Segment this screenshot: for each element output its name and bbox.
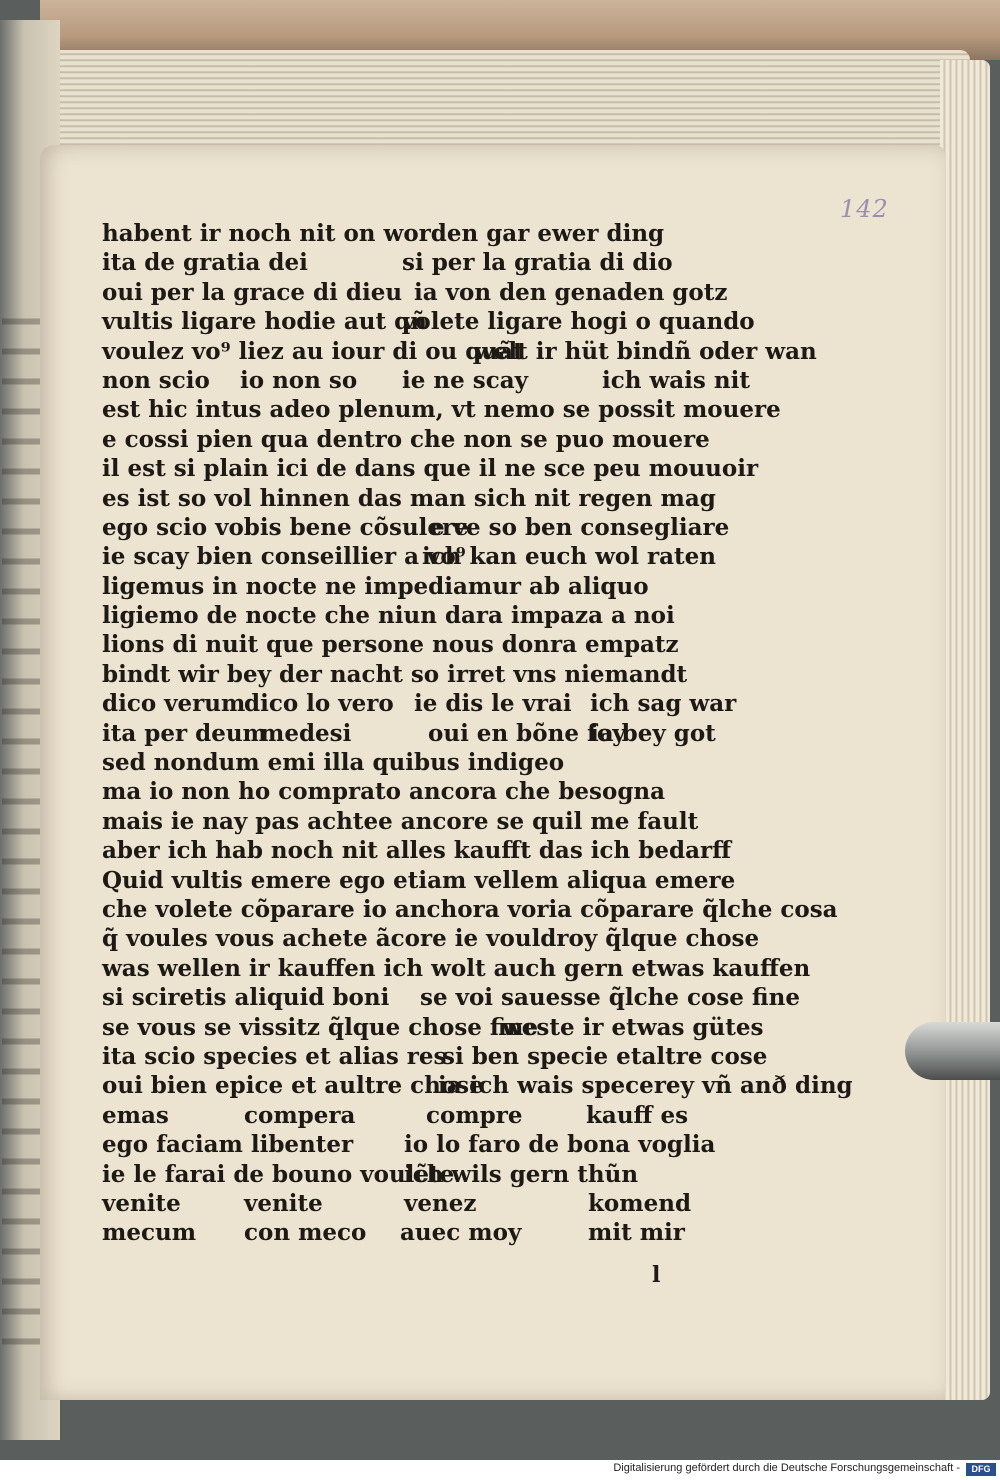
text-segment: e ve so ben consegliare bbox=[430, 513, 730, 541]
text-segment: il est si plain ici de dans que il ne sce peu mouuoir bbox=[102, 455, 759, 483]
text-segment: non scio bbox=[102, 366, 210, 394]
text-segment: ich kan euch wol raten bbox=[422, 543, 717, 571]
text-line bbox=[102, 661, 822, 690]
text-segment: q̃ voules vous achete ãcore ie vouldroy q̃lque chose bbox=[102, 925, 760, 953]
text-segment: kauff es bbox=[586, 1101, 689, 1129]
text-line bbox=[102, 514, 822, 543]
footer-credit: Digitalisierung gefördert durch die Deutsche Forschungsgemeinschaft - bbox=[613, 1462, 960, 1474]
text-segment: ita per deum bbox=[102, 719, 267, 747]
text-line bbox=[102, 690, 822, 719]
text-line bbox=[102, 279, 822, 308]
text-segment: se vous se vissitz q̃lque chose fine bbox=[102, 1013, 538, 1041]
text-segment: ie ne scay bbox=[402, 366, 528, 394]
text-segment: ma io non ho comprato ancora che besogna bbox=[102, 778, 666, 806]
signature-mark: l bbox=[652, 1262, 661, 1288]
text-segment: se voi sauesse q̃lche cose fine bbox=[420, 984, 800, 1012]
text-line bbox=[102, 749, 822, 778]
text-line bbox=[102, 1190, 822, 1219]
text-line bbox=[102, 1219, 822, 1248]
text-line bbox=[102, 808, 822, 837]
text-segment: io non so bbox=[240, 366, 358, 394]
text-segment: welt ir hüt bindñ oder wan bbox=[474, 337, 817, 365]
text-segment: ia bey got bbox=[590, 719, 716, 747]
text-segment: mecum bbox=[102, 1219, 197, 1247]
text-segment: ego faciam libenter bbox=[102, 1131, 354, 1159]
text-segment: si ben specie etaltre cose bbox=[442, 1042, 768, 1070]
text-line bbox=[102, 955, 822, 984]
text-line bbox=[102, 338, 822, 367]
text-line bbox=[102, 367, 822, 396]
text-line bbox=[102, 895, 838, 925]
text-line bbox=[102, 925, 822, 954]
text-segment: ich wils gern thũn bbox=[404, 1160, 639, 1188]
text-line bbox=[102, 573, 822, 602]
text-segment: mais ie nay pas achtee ancore se quil me fault bbox=[102, 807, 699, 835]
text-segment: oui bien epice et aultre chose bbox=[102, 1072, 484, 1100]
text-line bbox=[102, 837, 822, 866]
text-segment: bindt wir bey der nacht so irret vns niemandt bbox=[102, 660, 688, 688]
text-segment: dico lo vero bbox=[244, 690, 394, 718]
text-line bbox=[102, 543, 822, 572]
text-line bbox=[102, 1072, 853, 1101]
text-segment: was wellen ir kauffen ich wolt auch gern etwas kauffen bbox=[102, 954, 811, 982]
text-segment: emas bbox=[102, 1101, 169, 1129]
text-segment: dico verum bbox=[102, 690, 246, 718]
text-segment: venite bbox=[102, 1189, 181, 1217]
text-segment: Quid vultis emere ego etiam vellem aliqua emere bbox=[102, 866, 736, 894]
text-segment: auec moy bbox=[400, 1219, 522, 1247]
text-segment: ligemus in nocte ne impediamur ab aliquo bbox=[102, 572, 649, 600]
text-segment: aber ich hab noch nit alles kaufft das ich bedarff bbox=[102, 837, 731, 865]
text-segment: ego scio vobis bene cõsulere bbox=[102, 513, 469, 541]
page-edges-top bbox=[30, 50, 970, 160]
text-segment: habent ir noch nit on worden gar ewer ding bbox=[102, 220, 665, 247]
text-line bbox=[102, 1043, 822, 1072]
text-segment: lions di nuit que persone nous donra empatz bbox=[102, 631, 679, 659]
text-segment: volete ligare hogi o quando bbox=[402, 308, 755, 336]
text-line bbox=[102, 220, 822, 249]
text-line bbox=[102, 1102, 822, 1131]
text-line bbox=[102, 249, 822, 278]
text-segment: vultis ligare hodie aut qñ bbox=[102, 308, 427, 336]
text-block bbox=[102, 220, 853, 1249]
text-segment: venite bbox=[244, 1189, 323, 1217]
page-edges-right bbox=[940, 60, 990, 1400]
text-segment: io lo faro de bona voglia bbox=[404, 1131, 716, 1159]
text-segment: weste ir etwas gütes bbox=[502, 1013, 764, 1041]
text-line bbox=[102, 720, 822, 749]
dfg-logo-icon: DFG bbox=[966, 1463, 996, 1476]
text-segment: venez bbox=[404, 1189, 477, 1217]
text-segment: oui per la grace di dieu bbox=[102, 278, 403, 306]
text-segment: ich sag war bbox=[590, 690, 737, 718]
text-segment: medesi bbox=[260, 719, 352, 747]
text-line bbox=[102, 1161, 822, 1190]
text-segment: komend bbox=[588, 1189, 692, 1217]
folio-number: 142 bbox=[840, 195, 889, 223]
text-segment: ia von den genaden gotz bbox=[414, 278, 728, 306]
text-segment: si per la gratia di dio bbox=[402, 249, 673, 277]
text-segment: est hic intus adeo plenum, vt nemo se possit mouere bbox=[102, 396, 781, 424]
text-line bbox=[102, 426, 822, 455]
text-segment: con meco bbox=[244, 1219, 367, 1247]
text-segment: mit mir bbox=[588, 1219, 685, 1247]
text-segment: compre bbox=[426, 1101, 523, 1129]
text-segment: voulez vo⁹ liez au iour di ou quãt bbox=[102, 337, 524, 365]
text-segment: ligiemo de nocte che niun dara impaza a noi bbox=[102, 602, 675, 630]
text-segment: ie scay bien conseillier a vo⁹ bbox=[102, 543, 466, 571]
text-segment: ita de gratia dei bbox=[102, 249, 308, 277]
text-segment: compera bbox=[244, 1101, 356, 1129]
text-line bbox=[102, 984, 822, 1013]
text-segment: ie le farai de bouno voulẽte bbox=[102, 1160, 455, 1188]
text-line bbox=[102, 455, 822, 484]
text-line bbox=[102, 867, 822, 896]
text-line bbox=[102, 602, 822, 631]
text-line bbox=[102, 1014, 822, 1043]
text-segment: si sciretis aliquid boni bbox=[102, 984, 390, 1012]
text-segment: ie dis le vrai bbox=[414, 690, 572, 718]
text-segment: ita scio species et alias res bbox=[102, 1042, 447, 1070]
text-segment: che volete cõparare io anchora voria cõparare q̃lche cosa bbox=[102, 895, 838, 923]
text-line bbox=[102, 1131, 822, 1160]
text-segment: ich wais nit bbox=[602, 366, 750, 394]
text-line bbox=[102, 631, 822, 660]
text-segment: e cossi pien qua dentro che non se puo mouere bbox=[102, 425, 710, 453]
text-segment: oui en bõne foy bbox=[428, 719, 626, 747]
footer-bar bbox=[0, 1460, 1000, 1480]
text-segment: ia ich wais specerey vñ anð ding bbox=[438, 1072, 853, 1100]
text-segment: es ist so vol hinnen das man sich nit regen mag bbox=[102, 484, 716, 512]
text-line bbox=[102, 308, 822, 337]
text-segment: sed nondum emi illa quibus indigeo bbox=[102, 749, 565, 777]
text-line bbox=[102, 778, 822, 807]
text-line bbox=[102, 485, 822, 514]
text-line bbox=[102, 396, 822, 425]
book-clip bbox=[905, 1022, 1000, 1080]
